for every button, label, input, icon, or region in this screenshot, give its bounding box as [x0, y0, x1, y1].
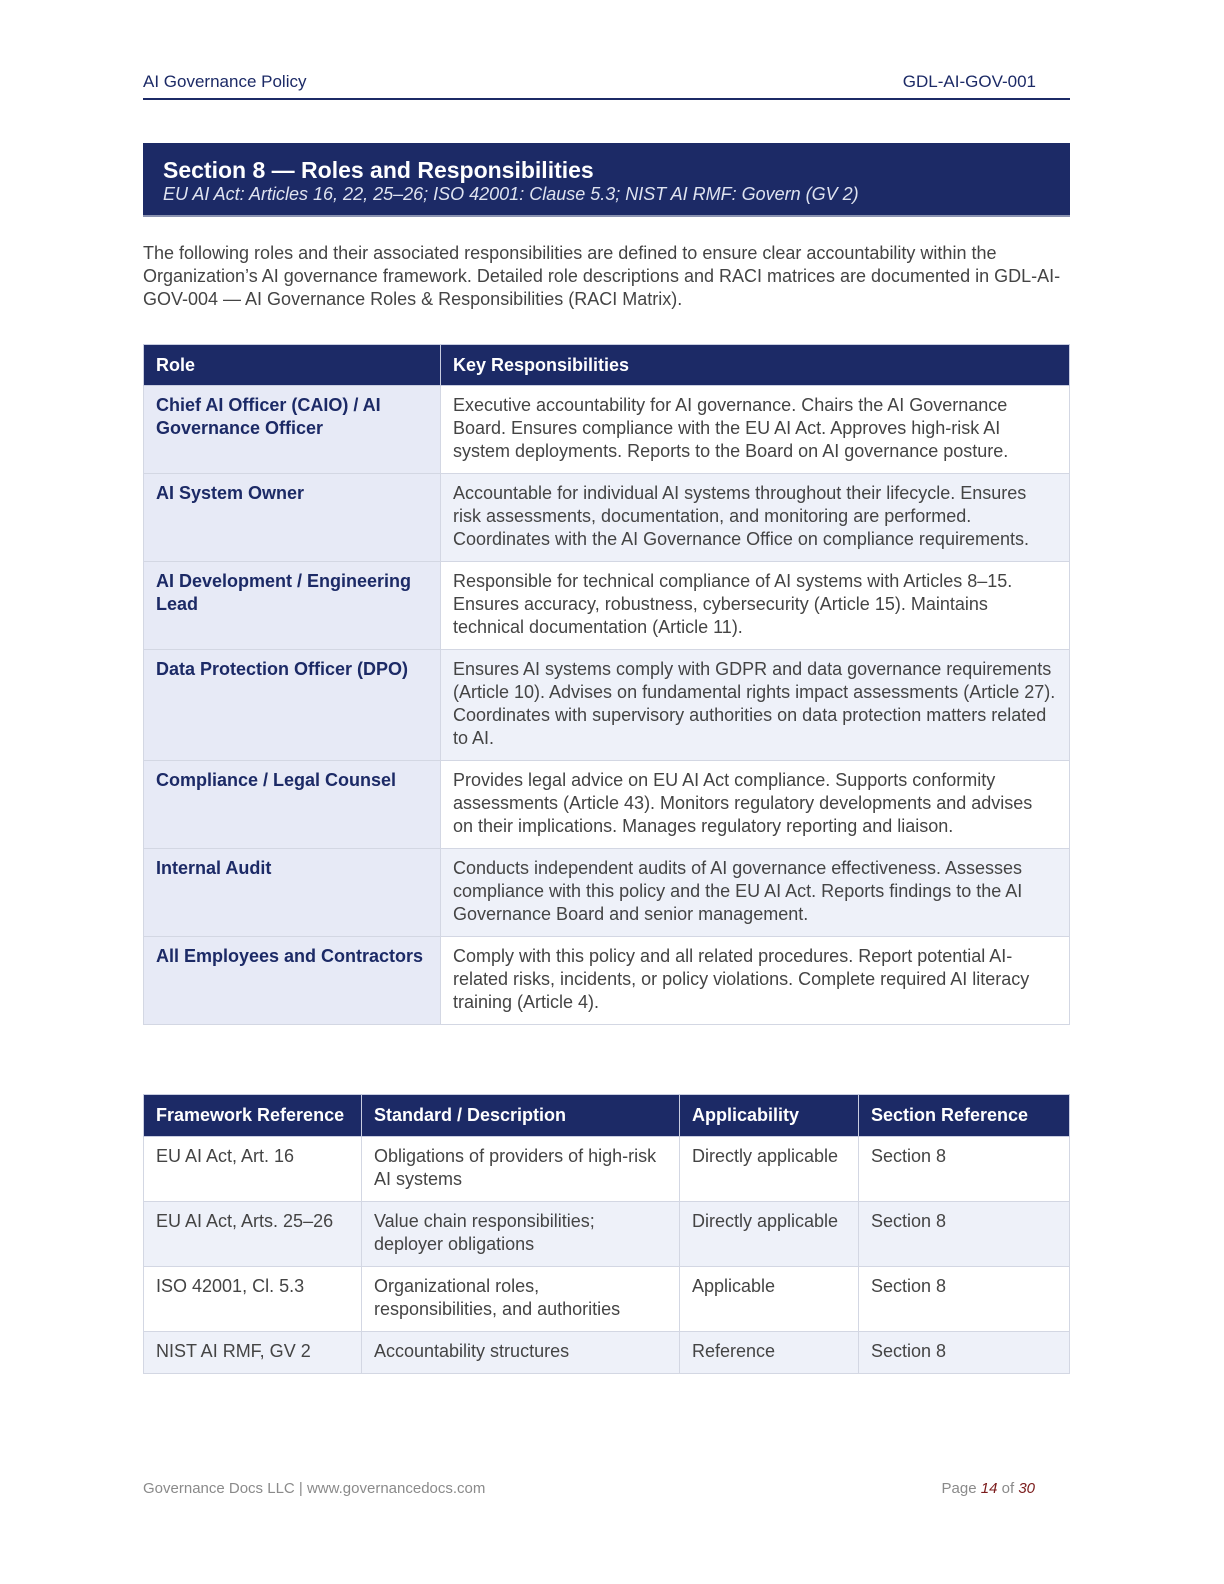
framework-reference-cell: EU AI Act, Arts. 25–26	[144, 1202, 362, 1267]
role-cell: Data Protection Officer (DPO)	[144, 650, 441, 761]
framework-reference-table	[143, 1094, 1070, 1374]
page-total: 30	[1018, 1480, 1035, 1497]
column-header-applicability: Applicability	[680, 1095, 859, 1137]
roles-table	[143, 344, 1070, 1025]
document-title: AI Governance Policy	[143, 72, 307, 91]
table-header-row	[144, 1095, 1070, 1137]
table-header-row	[144, 345, 1070, 386]
standard-description-cell: Organizational roles, responsibilities, and authorities	[362, 1267, 680, 1332]
role-cell: AI Development / Engineering Lead	[144, 562, 441, 650]
section-banner	[143, 143, 1070, 217]
standard-description-cell: Accountability structures	[362, 1332, 680, 1374]
role-cell: AI System Owner	[144, 474, 441, 562]
column-header-standard-description: Standard / Description	[362, 1095, 680, 1137]
table-row	[144, 474, 1070, 562]
page-current: 14	[980, 1480, 998, 1497]
page-number	[942, 1480, 1035, 1497]
standard-description-cell: Value chain responsibilities; deployer obligations	[362, 1202, 680, 1267]
column-header-section-reference: Section Reference	[859, 1095, 1070, 1137]
footer-company: Governance Docs LLC | www.governancedocs.com	[143, 1480, 486, 1497]
table-row	[144, 562, 1070, 650]
section-reference-cell: Section 8	[859, 1267, 1070, 1332]
table-row	[144, 386, 1070, 474]
table-row	[144, 1137, 1070, 1202]
section-reference-cell: Section 8	[859, 1137, 1070, 1202]
role-cell: Compliance / Legal Counsel	[144, 761, 441, 849]
column-header-responsibilities: Key Responsibilities	[441, 345, 1070, 386]
applicability-cell: Directly applicable	[680, 1137, 859, 1202]
standard-description-cell: Obligations of providers of high-risk AI systems	[362, 1137, 680, 1202]
table-row	[144, 1202, 1070, 1267]
responsibilities-cell: Executive accountability for AI governance. Chairs the AI Governance Board. Ensures compliance with the EU AI Act. Approves high-risk AI system deployments. Reports to the Board on AI governance posture.	[441, 386, 1070, 474]
responsibilities-cell: Conducts independent audits of AI governance effectiveness. Assesses compliance with this policy and the EU AI Act. Reports findings to the AI Governance Board and senior management.	[441, 849, 1070, 937]
table-row	[144, 650, 1070, 761]
table-row	[144, 1267, 1070, 1332]
applicability-cell: Reference	[680, 1332, 859, 1374]
role-cell: All Employees and Contractors	[144, 937, 441, 1025]
responsibilities-cell: Responsible for technical compliance of AI systems with Articles 8–15. Ensures accuracy, robustness, cybersecurity (Article 15). Maintains technical documentation (Article 11).	[441, 562, 1070, 650]
document-id: GDL-AI-GOV-001	[902, 72, 1036, 91]
page-header	[143, 70, 1070, 100]
responsibilities-cell: Comply with this policy and all related procedures. Report potential AI-related risks, incidents, or policy violations. Complete required AI literacy training (Article 4).	[441, 937, 1070, 1025]
section-reference-cell: Section 8	[859, 1202, 1070, 1267]
role-cell: Chief AI Officer (CAIO) / AI Governance Officer	[144, 386, 441, 474]
applicability-cell: Applicable	[680, 1267, 859, 1332]
column-header-role: Role	[144, 345, 441, 386]
section-subtitle: EU AI Act: Articles 16, 22, 25–26; ISO 42001: Clause 5.3; NIST AI RMF: Govern (GV 2)	[163, 184, 859, 204]
role-cell: Internal Audit	[144, 849, 441, 937]
section-reference-cell: Section 8	[859, 1332, 1070, 1374]
responsibilities-cell: Ensures AI systems comply with GDPR and data governance requirements (Article 10). Advises on fundamental rights impact assessments (Article 27). Coordinates with supervisory authorities on data protection matters related to AI.	[441, 650, 1070, 761]
intro-paragraph: The following roles and their associated responsibilities are defined to ensure clear accountability within the Organization’s AI governance framework. Detailed role descriptions and RACI matrices are documented in GDL-AI-GOV-004 — AI Governance Roles & Responsibilities (RACI Matrix).	[143, 243, 1061, 309]
framework-reference-cell: NIST AI RMF, GV 2	[144, 1332, 362, 1374]
page-label: Page	[941, 1480, 977, 1497]
applicability-cell: Directly applicable	[680, 1202, 859, 1267]
responsibilities-cell: Provides legal advice on EU AI Act compliance. Supports conformity assessments (Article 43). Monitors regulatory developments and advises on their implications. Manages regulatory reporting and liaison.	[441, 761, 1070, 849]
responsibilities-cell: Accountable for individual AI systems throughout their lifecycle. Ensures risk assessments, documentation, and monitoring are performed. Coordinates with the AI Governance Office on compliance requirements.	[441, 474, 1070, 562]
section-title: Section 8 — Roles and Responsibilities	[163, 157, 594, 183]
table-row	[144, 1332, 1070, 1374]
table-row	[144, 761, 1070, 849]
table-row	[144, 849, 1070, 937]
framework-reference-cell: EU AI Act, Art. 16	[144, 1137, 362, 1202]
framework-reference-cell: ISO 42001, Cl. 5.3	[144, 1267, 362, 1332]
table-row	[144, 937, 1070, 1025]
of-label: of	[1001, 1480, 1015, 1497]
column-header-framework-reference: Framework Reference	[144, 1095, 362, 1137]
